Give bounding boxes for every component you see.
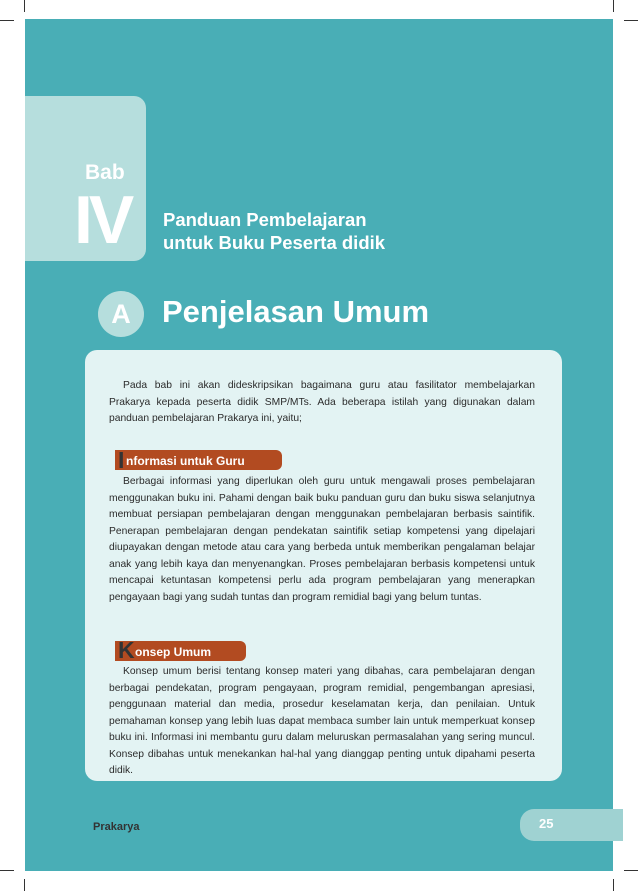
crop-mark [613,0,614,12]
intro-paragraph [109,378,535,428]
intro-text: Pada bab ini akan dideskripsikan bagaimana guru atau fasilitator membelajarkan Prakarya kepada peserta didik SMP/MTs. Ada beberapa istilah yang digunakan dalam panduan pembelajaran Prakarya ini, yaitu; [109,380,535,424]
crop-mark [24,879,25,891]
konsep-text: Konsep umum berisi tentang konsep materi yang dibahas, cara pembelajaran dengan berbagai pendekatan, program pengayaan, program remidial, pengembangan apresiasi, penggunaan material dan media, prosedur keselamatan kerja, dan penilaian. Untuk pemahaman konsep yang lebih luas dapat membaca sumber lain untuk memperkuat konsep buku ini. Informasi ini membantu guru dalam meluruskan permasalahan yang sering muncul. Konsep dibahas untuk menekankan hal-hal yang dianggap penting untuk dipahami peserta didik. [109,666,535,776]
informasi-label [115,447,282,473]
informasi-paragraph [109,474,535,606]
crop-mark [624,870,638,871]
konsep-paragraph [109,664,535,780]
chapter-title-line1: Panduan Pembelajaran [163,209,367,230]
informasi-text: Berbagai informasi yang diperlukan oleh guru untuk mengawali proses pembelajaran menggunakan buku ini. Pahami dengan baik buku panduan guru dan buku siswa selanjutnya membuat persiapan pembelajaran dengan menggunakan pembelajaran berbasis saintifik. Penerapan pembelajaran dengan pendekatan saintifik setiap kompetensi yang dipelajari diupayakan dengan metode atau cara yang berbeda untuk memberikan pengalaman belajar anak yang lebih kaya dan menyenangkan. Proses pembelajaran berbasis kompetensi untuk mencapai ketuntasan kompetensi perlu ada program pembelajaran yang menerapkan pengayaan bagi yang sudah tuntas dan program remidial bagi yang belum tuntas. [109,476,535,603]
chapter-title-line2: untuk Buku Peserta didik [163,232,386,253]
konsep-label [115,637,246,663]
page-number: 25 [539,816,554,831]
section-title: Penjelasan Umum [162,294,430,329]
crop-mark [613,879,614,891]
crop-mark [624,20,638,21]
section-letter-badge: A [98,291,144,337]
chapter-number: IV [74,182,131,258]
crop-mark [24,0,25,12]
chapter-title [163,208,385,254]
crop-mark [0,20,14,21]
footer-book-title: Prakarya [93,821,140,833]
konsep-label-text: onsep Umum [135,645,212,659]
crop-mark [0,870,14,871]
konsep-initial: K [118,637,135,663]
informasi-label-text: nformasi untuk Guru [126,454,245,468]
page-number-tab [520,809,623,841]
informasi-initial: I [118,447,125,473]
chapter-label: Bab [85,161,125,184]
